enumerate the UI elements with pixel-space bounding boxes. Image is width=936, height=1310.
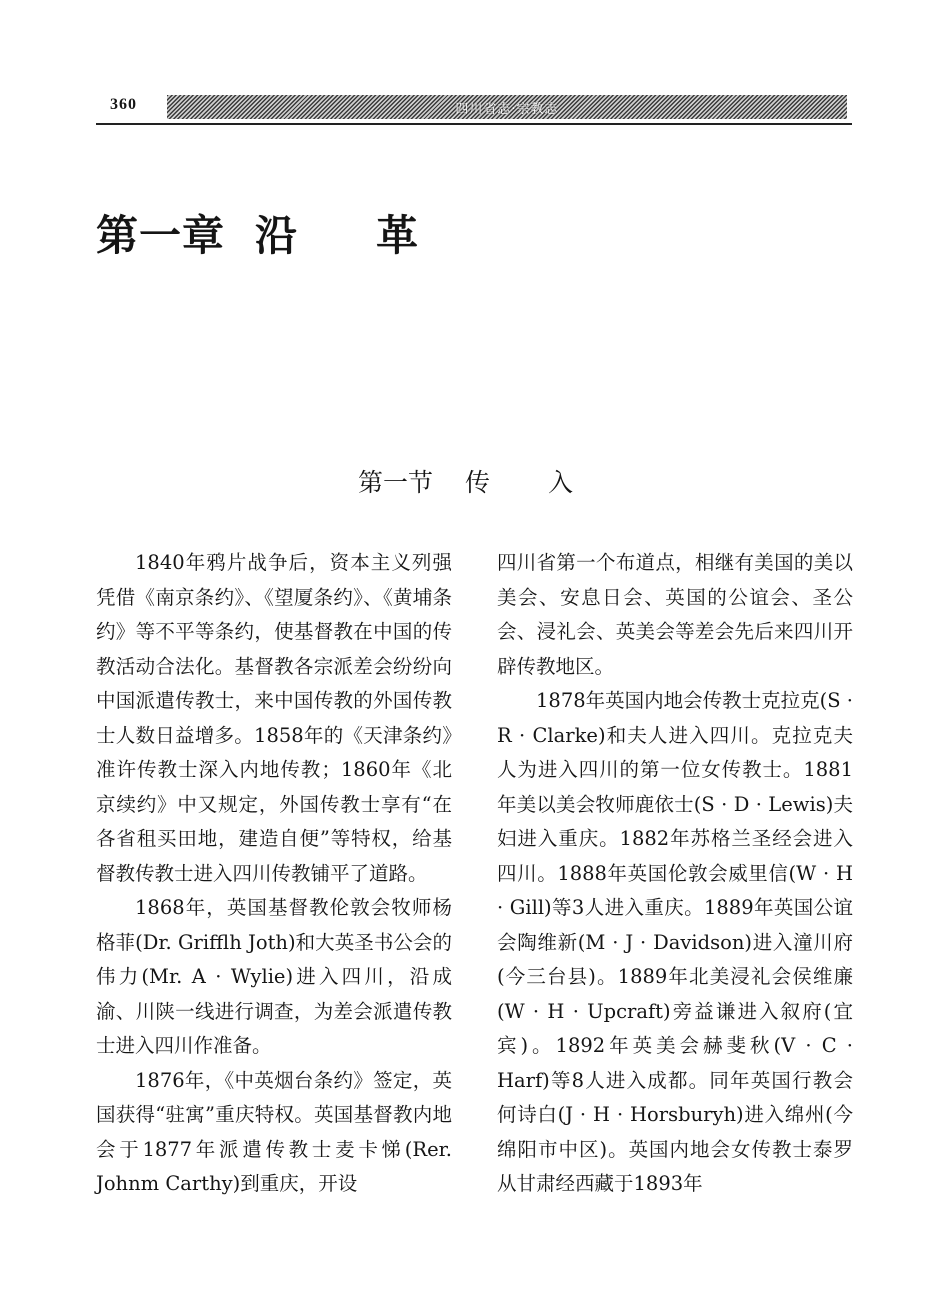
paragraph: 1878年英国内地会传教士克拉克(S · R · Clarke)和夫人进入四川。克拉克夫人为进入四川的第一位女传教士。1881年美以美会牧师鹿依士(S · D · Lewis)夫妇进入重庆。1882年苏格兰圣经会进入四川。1888年英国伦敦会威里信(W · H · Gill)等3人进入重庆。1889年英国公谊会陶维新(M · J · Davidson)进入潼川府(今三台县)。1889年北美浸礼会侯维廉(W · H · Upcraft)旁益谦进入叙府(宜宾)。1892年英美会赫斐秋(V · C · Harf)等8人进入成都。同年英国行教会何诗白(J · H · Horsburyh)进入绵州(今绵阳市中区)。英国内地会女传教士泰罗从甘肃经西藏于1893年: [497, 689, 853, 1195]
paragraph-continued: 四川省第一个布道点，相继有美国的美以美会、安息日会、英国的公谊会、圣公会、浸礼会、英美会等差会先后来四川开辟传教地区。: [497, 551, 853, 678]
left-column: [96, 546, 452, 1202]
paragraph: 1840年鸦片战争后，资本主义列强凭借《南京条约》、《望厦条约》、《黄埔条约》等不平等条约，使基督教在中国的传教活动合法化。基督教各宗派差会纷纷向中国派遣传教士，来中国传教的外国传教士人数日益增多。1858年的《天津条约》准许传教士深入内地传教；1860年《北京续约》中又规定，外国传教士享有“在各省租买田地，建造自便”等特权，给基督教传教士进入四川传教铺平了道路。: [96, 551, 452, 885]
chapter-title-char-2: 革: [376, 211, 420, 260]
section-title-char-1: 传: [465, 468, 491, 497]
paragraph: 1876年，《中英烟台条约》签定，英国获得“驻寓”重庆特权。英国基督教内地会于1877年派遣传教士麦卡悌(Rer. Johnm Carthy)到重庆，开设: [96, 1068, 452, 1195]
header-rule: [96, 123, 852, 125]
paragraph: 1868年，英国基督教伦敦会牧师杨格菲(Dr. Grifflh Joth)和大英圣书公会的伟力(Mr. A · Wylie)进入四川，沿成渝、川陕一线进行调查，为差会派遣传教士进入四川作准备。: [96, 896, 452, 1057]
chapter-title: [96, 203, 419, 263]
chapter-title-char-1: 沿: [255, 211, 299, 260]
right-column: [497, 546, 853, 1202]
running-header-title: 四川省志·宗教志: [455, 101, 559, 117]
section-number: 第一节: [358, 468, 434, 497]
running-header-band: [167, 95, 847, 119]
section-title: [358, 463, 573, 499]
section-title-char-2: 入: [548, 468, 574, 497]
chapter-number: 第一章: [96, 211, 226, 260]
page-number: 360: [110, 96, 137, 113]
